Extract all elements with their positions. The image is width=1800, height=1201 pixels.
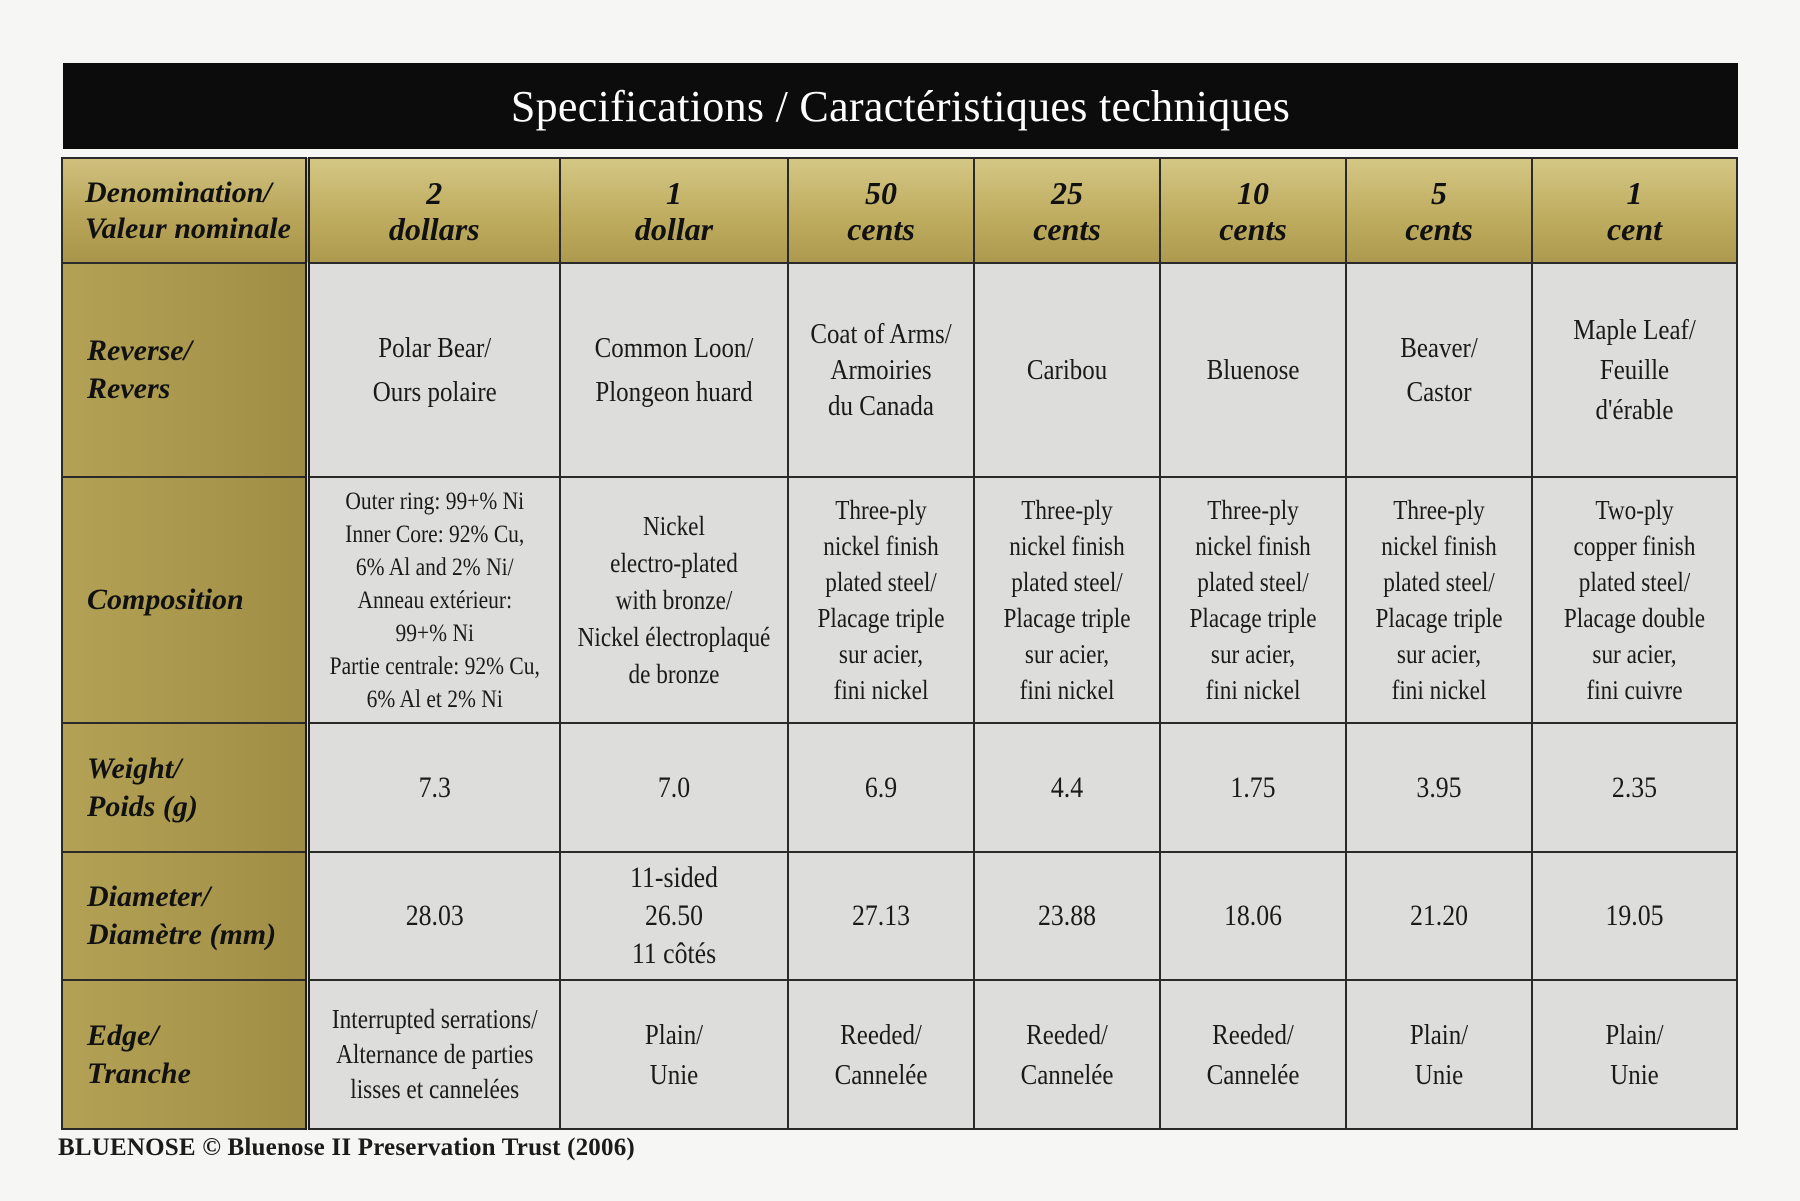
table-cell [1346,980,1532,1129]
table-cell [560,723,788,852]
column-header-label: 50 cents [847,174,915,247]
cell-text: 3.95 [1416,770,1462,804]
cell-text: Caribou [1026,354,1108,386]
cell-text: Plain/ Unie [644,1018,704,1091]
cell-text: Reeded/ Cannelée [1206,1018,1300,1091]
table-row-edge [62,980,1737,1129]
table-cell [974,263,1160,477]
table-cell [974,477,1160,723]
cell-text: Coat of Arms/ Armoiries du Canada [810,318,952,422]
cell-text: 21.20 [1409,899,1469,932]
table-header-row [62,158,1737,263]
table-cell [560,477,788,723]
cell-text: Common Loon/ Plongeon huard [594,332,754,408]
cell-text: 18.06 [1223,899,1283,932]
cell-text: Plain/ Unie [1605,1018,1664,1091]
table-cell [1346,263,1532,477]
column-header-label: 10 cents [1219,174,1287,247]
cell-text: Three-ply nickel finish plated steel/ Placage triple sur acier, fini nickel [817,495,945,705]
cell-text: Outer ring: 99+% Ni Inner Core: 92% Cu, 6% Al and 2% Ni/ Anneau extérieur: 99+% Ni Partie centrale: 92% Cu, 6% Al et 2% Ni [329,487,540,713]
column-header-label: 2 dollars [388,174,480,247]
row-header-label: Composition [87,583,244,616]
cell-text: Two-ply copper finish plated steel/ Placage double sur acier, fini cuivre [1563,495,1706,705]
table-cell [307,263,560,477]
row-header-diameter [62,852,307,980]
specifications-table [61,157,1738,1130]
cell-text: 1.75 [1230,770,1276,804]
table-cell [560,852,788,980]
table-row-weight [62,723,1737,852]
row-header-label: Diameter/ Diamètre (mm) [87,880,277,951]
table-cell [307,477,560,723]
cell-text: 23.88 [1037,899,1097,932]
table-cell [1532,852,1737,980]
row-header-weight [62,723,307,852]
column-header-label: 1 dollar [634,174,714,247]
denomination-header [62,158,307,263]
row-header-label: Edge/ Tranche [87,1018,191,1090]
cell-text: Three-ply nickel finish plated steel/ Placage triple sur acier, fini nickel [1375,495,1503,705]
cell-text: Plain/ Unie [1409,1018,1469,1091]
table-cell [974,723,1160,852]
column-header-25-cents [974,158,1160,263]
cell-text: 6.9 [864,770,898,804]
cell-text: Reeded/ Cannelée [1020,1018,1114,1091]
table-cell [307,852,560,980]
table-row-diameter [62,852,1737,980]
column-header-label: 25 cents [1033,174,1101,247]
table-row-reverse [62,263,1737,477]
page-title: Specifications / Caractéristiques techniques [63,63,1738,149]
column-header-2-dollars [307,158,560,263]
table-cell [1346,852,1532,980]
cell-text: 28.03 [405,899,464,932]
column-header-1-cent [1532,158,1737,263]
column-header-10-cents [1160,158,1346,263]
column-header-label: 5 cents [1405,174,1473,247]
cell-text: Interrupted serrations/ Alternance de parties lisses et cannelées [331,1004,538,1104]
copyright-footer: BLUENOSE © Bluenose II Preservation Trust (2006) [58,1134,635,1161]
table-cell [1346,477,1532,723]
table-cell [1160,477,1346,723]
cell-text: 11-sided 26.50 11 côtés [630,861,718,970]
row-header-edge [62,980,307,1129]
table-cell [974,980,1160,1129]
cell-text: Three-ply nickel finish plated steel/ Placage triple sur acier, fini nickel [1189,495,1317,705]
table-cell [1346,723,1532,852]
cell-text: 27.13 [851,899,911,932]
table-cell [1160,263,1346,477]
table-cell [560,980,788,1129]
cell-text: 2.35 [1611,770,1658,804]
cell-text: Polar Bear/ Ours polaire [372,332,497,408]
cell-text: 4.4 [1050,770,1084,804]
table-cell [788,263,974,477]
table-cell [788,980,974,1129]
table-cell [788,723,974,852]
row-header-composition [62,477,307,723]
cell-text: Beaver/ Castor [1400,332,1478,408]
row-header-label: Reverse/ Revers [87,334,192,405]
table-cell [1532,263,1737,477]
cell-text: 19.05 [1605,899,1664,932]
table-cell [1160,723,1346,852]
denomination-label: Denomination/ Valeur nominale [85,175,291,245]
cell-text: Bluenose [1206,354,1300,386]
table-cell [974,852,1160,980]
table-cell [307,723,560,852]
table-cell [788,477,974,723]
row-header-label: Weight/ Poids (g) [87,751,198,823]
column-header-50-cents [788,158,974,263]
column-header-5-cents [1346,158,1532,263]
cell-text: Three-ply nickel finish plated steel/ Placage triple sur acier, fini nickel [1003,495,1131,705]
cell-text: Nickel electro-plated with bronze/ Nickel électroplaqué de bronze [577,510,771,689]
cell-text: 7.0 [657,770,691,804]
table-cell [1532,980,1737,1129]
row-header-reverse [62,263,307,477]
table-cell [1160,980,1346,1129]
table-cell [560,263,788,477]
column-header-1-dollar [560,158,788,263]
cell-text: Reeded/ Cannelée [834,1018,928,1091]
table-row-composition [62,477,1737,723]
table-cell [1532,477,1737,723]
column-header-label: 1 cent [1606,174,1663,247]
table-cell [1160,852,1346,980]
cell-text: 7.3 [418,770,451,804]
cell-text: Maple Leaf/ Feuille d'érable [1573,314,1696,426]
table-cell [788,852,974,980]
table-cell [307,980,560,1129]
table-cell [1532,723,1737,852]
